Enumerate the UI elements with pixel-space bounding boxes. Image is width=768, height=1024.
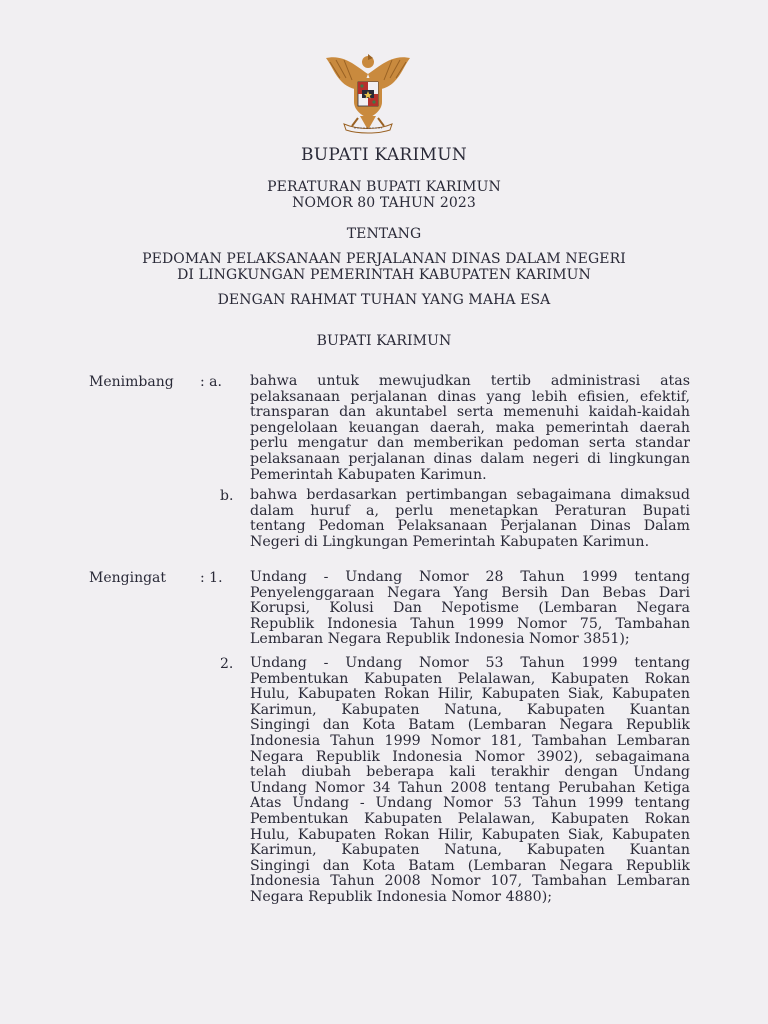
- paragraph-line: Karimun, Kabupaten Natuna, Kabupaten Kuantan: [250, 702, 690, 718]
- regulation-title: PERATURAN BUPATI KARIMUN: [267, 179, 501, 195]
- paragraph-line: Atas Undang - Undang Nomor 53 Tahun 1999 tentang: [250, 796, 690, 812]
- mengingat-item-2-text: [250, 656, 690, 906]
- menimbang-item-b-text: [250, 488, 690, 550]
- paragraph-line: Hulu, Kabupaten Rokan Hilir, Kabupaten Siak, Kabupaten: [250, 687, 690, 703]
- paragraph-line: Penyelenggaraan Negara Yang Bersih Dan Bebas Dari: [250, 585, 690, 601]
- menimbang-label: Menimbang: [89, 374, 174, 390]
- mengingat-item-1-marker: : 1.: [200, 570, 223, 586]
- about-heading: TENTANG: [346, 226, 422, 242]
- paragraph-line: Undang Nomor 34 Tahun 2008 tentang Perubahan Ketiga: [250, 780, 690, 796]
- paragraph-line: bahwa untuk mewujudkan tertib administrasi atas: [250, 374, 690, 389]
- authority-title: BUPATI KARIMUN: [300, 145, 468, 165]
- mengingat-item-1-text: [250, 570, 690, 648]
- paragraph-line: Singingi dan Kota Batam (Lembaran Negara Republik: [250, 718, 690, 734]
- paragraph-line: Pembentukan Kabupaten Pelalawan, Kabupaten Rokan: [250, 671, 690, 687]
- paragraph-line: transparan dan akuntabel serta memenuhi kaidah-kaidah: [250, 405, 690, 421]
- paragraph-line: Negara Republik Indonesia Nomor 3902), sebagaimana: [250, 749, 690, 765]
- paragraph-line: Undang - Undang Nomor 28 Tahun 1999 tentang: [250, 570, 690, 585]
- subject-line-1: PEDOMAN PELAKSANAAN PERJALANAN DINAS DALAM NEGERI: [142, 251, 626, 267]
- subject-line-2: DI LINGKUNGAN PEMERINTAH KABUPATEN KARIMUN: [177, 267, 591, 283]
- mengingat-item-2-marker: 2.: [220, 656, 234, 672]
- paragraph-line: Lembaran Negara Republik Indonesia Nomor 3851);: [250, 632, 630, 648]
- garuda-emblem-icon: [318, 44, 418, 136]
- issuer-title: BUPATI KARIMUN: [316, 333, 452, 349]
- paragraph-line: Singingi dan Kota Batam (Lembaran Negara Republik: [250, 858, 690, 874]
- paragraph-line: tentang Pedoman Pelaksanaan Perjalanan Dinas Dalam: [250, 519, 690, 535]
- paragraph-line: Undang - Undang Nomor 53 Tahun 1999 tentang: [250, 656, 690, 671]
- paragraph-line: telah diubah beberapa kali terakhir dengan Undang: [250, 765, 690, 781]
- menimbang-item-b-marker: b.: [220, 488, 234, 504]
- mengingat-label: Mengingat: [89, 570, 167, 586]
- menimbang-item-a-text: [250, 374, 690, 483]
- paragraph-line: Negeri di Lingkungan Pemerintah Kabupaten Karimun.: [250, 534, 650, 550]
- paragraph-line: dalam huruf a, perlu menetapkan Peraturan Bupati: [250, 503, 690, 519]
- paragraph-line: Pembentukan Kabupaten Pelalawan, Kabupaten Rokan: [250, 811, 690, 827]
- menimbang-item-a-marker: : a.: [200, 374, 222, 390]
- paragraph-line: pengelolaan keuangan daerah, maka pemerintah daerah: [250, 420, 690, 436]
- paragraph-line: Karimun, Kabupaten Natuna, Kabupaten Kuantan: [250, 843, 690, 859]
- blessing-line: DENGAN RAHMAT TUHAN YANG MAHA ESA: [217, 292, 551, 308]
- paragraph-line: perlu mengatur dan memberikan pedoman serta standar: [250, 436, 690, 452]
- paragraph-line: Indonesia Tahun 1999 Nomor 181, Tambahan Lembaran: [250, 733, 690, 749]
- paragraph-line: pelaksanaan perjalanan dinas yang lebih efisien, efektif,: [250, 389, 690, 405]
- paragraph-line: bahwa berdasarkan pertimbangan sebagaimana dimaksud: [250, 488, 690, 503]
- paragraph-line: Republik Indonesia Tahun 1999 Nomor 75, Tambahan: [250, 616, 690, 632]
- regulation-number: NOMOR 80 TAHUN 2023: [292, 195, 476, 211]
- paragraph-line: Pemerintah Kabupaten Karimun.: [250, 467, 487, 483]
- paragraph-line: Negara Republik Indonesia Nomor 4880);: [250, 889, 553, 905]
- paragraph-line: Indonesia Tahun 2008 Nomor 107, Tambahan Lembaran: [250, 874, 690, 890]
- paragraph-line: Korupsi, Kolusi Dan Nepotisme (Lembaran Negara: [250, 601, 690, 617]
- paragraph-line: Hulu, Kabupaten Rokan Hilir, Kabupaten Siak, Kabupaten: [250, 827, 690, 843]
- paragraph-line: pelaksanaan perjalanan dinas dalam negeri di lingkungan: [250, 451, 690, 467]
